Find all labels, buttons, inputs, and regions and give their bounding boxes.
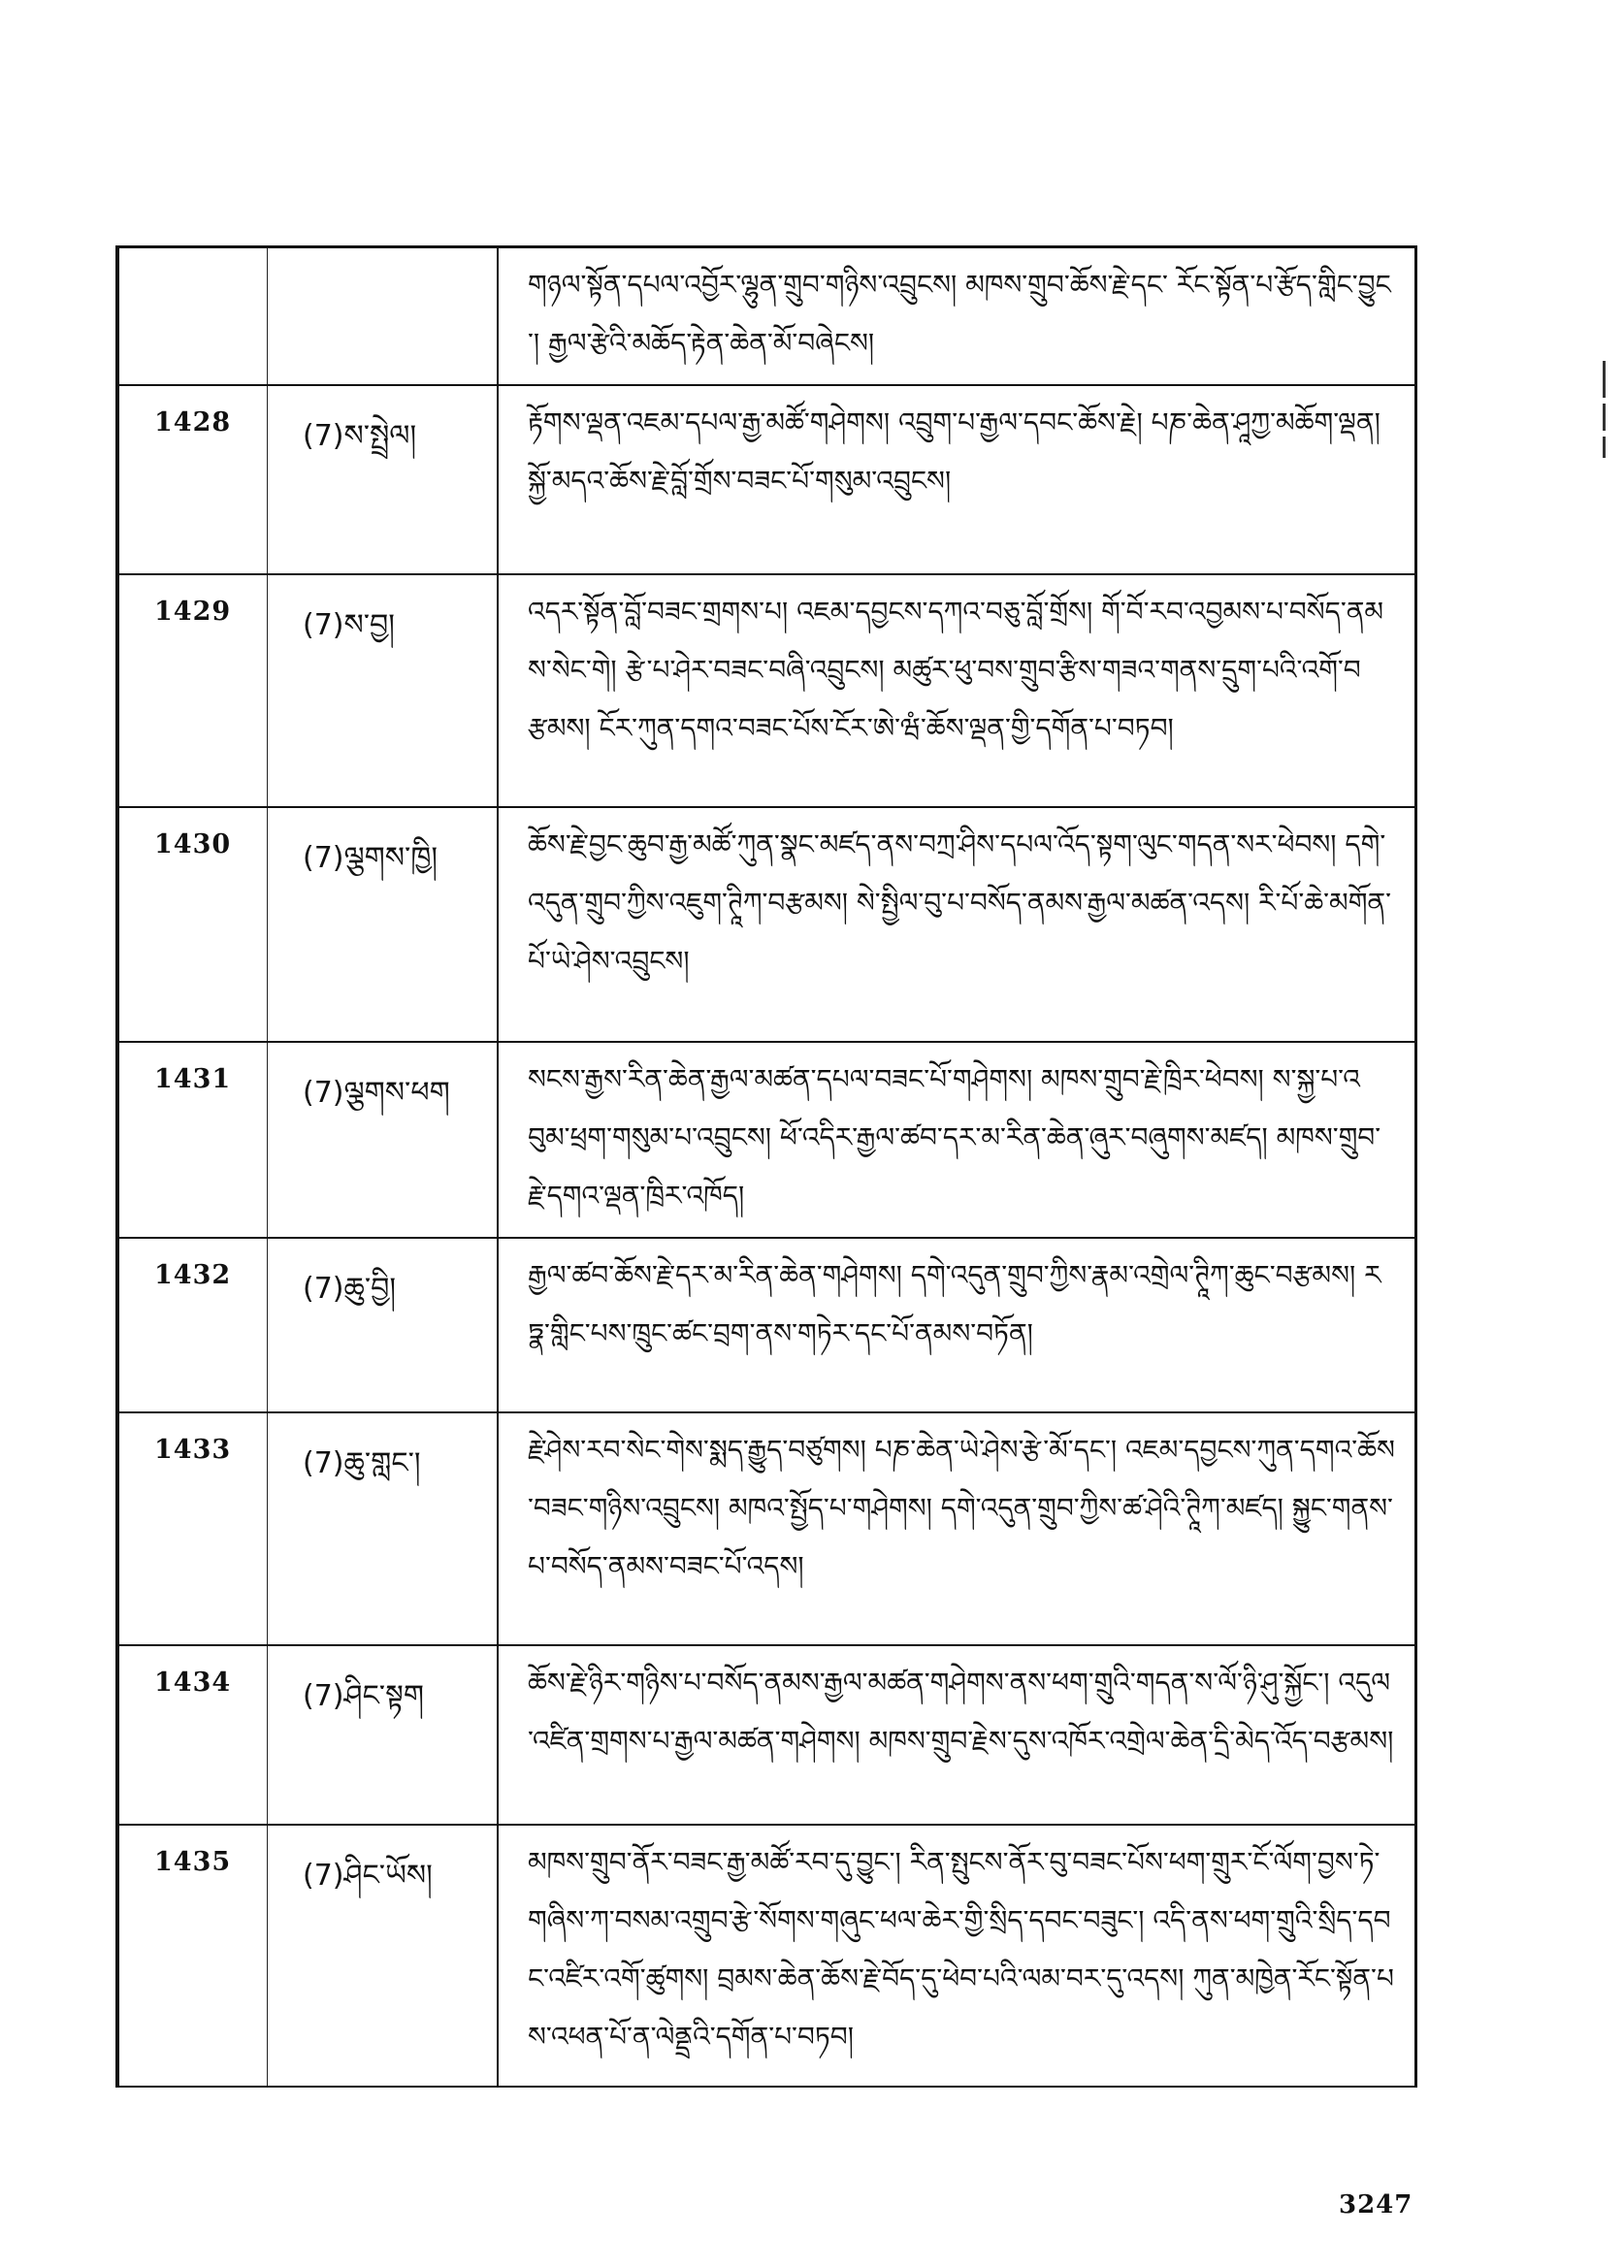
event-text: རྗེ་ཤེས་རབ་སེང་གེས་སྨད་རྒྱུད་བཙུགས། པཎ་ཆེན་ཡེ་ཤེས་རྩེ་མོ་དང་། འཇམ་དབྱངས་ཀུན་དགའ་ཆོས་བཟང་གཉིས་འབྲུངས། མཁའ་སྤྱོད་པ་གཤེགས། དགེ་འདུན་གྲུབ་ཀྱིས་ཚ་ཤེའི་ཊཱིཀ་མཛད། སྐྱུང་གནས་པ་བསོད་ནམས་བཟང་པོ་འདས། [528,1434,1395,1582]
year-cell [117,247,268,386]
cycle-year-label [268,248,497,266]
event-text: གཉལ་སྟོན་དཔལ་འབྱོར་ལྷུན་གྲུབ་གཉིས་འབྲུངས། མཁས་གྲུབ་ཆོས་རྗེ་དང་ རོང་སྟོན་པ་རྩོད་གླིང་བྱུང་། རྒྱལ་རྩེའི་མཆོད་རྟེན་ཆེན་མོ་བཞེངས། [528,269,1391,359]
table-row [117,247,1416,386]
event-text: སངས་རྒྱས་རིན་ཆེན་རྒྱལ་མཚན་དཔལ་བཟང་པོ་གཤེགས། མཁས་གྲུབ་རྗེ་ཁྲིར་ཕེབས། ས་སྐྱ་པ་འབུམ་ཕྲག་གསུམ་པ་འབྲུངས། ཕོ་འདིར་རྒྱལ་ཚབ་དར་མ་རིན་ཆེན་ཞུར་བཞུགས་མཛད། མཁས་གྲུབ་རྗེ་དགའ་ལྡན་ཁྲིར་འཁོད། [528,1063,1381,1212]
event-cell [498,247,1416,386]
year-cell [117,1825,268,2087]
year-number [119,248,267,270]
table-row [117,1412,1416,1645]
year-cell [117,1645,268,1825]
table-row [117,1645,1416,1825]
event-cell [498,1042,1416,1238]
year-cell [117,385,268,574]
chronology-table [115,245,1417,2088]
event-cell [498,1412,1416,1645]
year-number: 1428 [154,407,232,437]
cycle-year-cell [268,1042,499,1238]
margin-scan-marks [1603,361,1612,555]
cycle-year-cell [268,247,499,386]
cycle-year-cell [268,574,499,807]
cycle-year-label: (7)ཆུ་གླང་། [303,1446,421,1480]
event-cell [498,574,1416,807]
year-cell [117,1042,268,1238]
cycle-year-cell [268,1238,499,1412]
table-row [117,574,1416,807]
year-number: 1430 [154,829,232,859]
year-cell [117,1238,268,1412]
cycle-year-cell [268,807,499,1042]
event-text: ཆོས་རྗེ་བྱང་ཆུབ་རྒྱ་མཚོ་ཀུན་སྣང་མཛད་ནས་བཀྲ་ཤིས་དཔལ་འོད་སྟག་ལུང་གདན་སར་ཕེབས། དགེ་འདུན་གྲུབ་ཀྱིས་འཇུག་ཊཱིཀ་བརྩམས། སེ་སྤྱིལ་བུ་པ་བསོད་ནམས་རྒྱལ་མཚན་འདས། རི་པོ་ཆེ་མགོན་པོ་ཡེ་ཤེས་འབྲུངས། [528,828,1391,977]
table-row [117,1238,1416,1412]
event-text: མཁས་གྲུབ་ནོར་བཟང་རྒྱ་མཚོ་རབ་དུ་བྱུང་། རིན་སྤུངས་ནོར་བུ་བཟང་པོས་ཕག་གྲུར་ངོ་ལོག་བྱས་ཏེ་གཞིས་ཀ་བསམ་འགྲུབ་རྩེ་སོགས་གཞུང་ཕལ་ཆེར་གྱི་སྲིད་དབང་བཟུང་། འདི་ནས་ཕག་གྲུའི་སྲིད་དབང་འཛིར་འགོ་ཚུགས། བྲམས་ཆེན་ཆོས་རྗེ་བོད་དུ་ཕེབ་པའི་ལམ་བར་དུ་འདས། ཀུན་མཁྱེན་རོང་སྟོན་པས་འཕན་པོ་ན་ལེནྡྲའི་དགོན་པ་བཏབ། [528,1846,1394,2053]
table-row [117,1825,1416,2087]
cycle-year-label: (7)ལྕགས་ཁྱི། [303,841,438,875]
cycle-year-label: (7)ཆུ་བྱི། [303,1272,397,1306]
cycle-year-label: (7)ས་སྤྲེལ། [303,419,417,453]
event-cell [498,1825,1416,2087]
page-number: 3247 [1339,2190,1413,2219]
year-cell [117,574,268,807]
cycle-year-label: (7)ཤིང་ཡོས། [303,1859,433,1893]
event-text: རྟོགས་ལྡན་འཇམ་དཔལ་རྒྱ་མཚོ་གཤེགས། འབྲུག་པ་རྒྱལ་དབང་ཆོས་རྗེ། པཎ་ཆེན་ཤཱཀྱ་མཆོག་ལྡན། སྐྱོ་མདའ་ཆོས་རྗེ་བློ་གྲོས་བཟང་པོ་གསུམ་འབྲུངས། [528,406,1380,497]
year-number: 1432 [154,1260,232,1290]
cycle-year-cell [268,1645,499,1825]
year-number: 1435 [154,1847,232,1877]
cycle-year-label: (7)ས་བྱ། [303,608,395,642]
cycle-year-cell [268,1825,499,2087]
event-cell [498,1645,1416,1825]
cycle-year-label: (7)ཤིང་སྟག [303,1679,424,1713]
table-row [117,1042,1416,1238]
year-number: 1429 [154,597,232,627]
cycle-year-cell [268,385,499,574]
event-cell [498,807,1416,1042]
year-cell [117,807,268,1042]
cycle-year-cell [268,1412,499,1645]
event-text: ཆོས་རྗེ་ཉིར་གཉིས་པ་བསོད་ནམས་རྒྱལ་མཚན་གཤེགས་ནས་ཕག་གྲུའི་གདན་ས་ལོ་ཉི་ཤུ་སྐྱོང་། འདུལ་འཛིན་གྲགས་པ་རྒྱལ་མཚན་གཤེགས། མཁས་གྲུབ་རྗེས་དུས་འཁོར་འགྲེལ་ཆེན་དྲི་མེད་འོད་བརྩམས། [528,1667,1394,1757]
event-text: འདར་སྟོན་བློ་བཟང་གྲགས་པ། འཇམ་དབྱངས་དཀའ་བཅུ་བློ་གྲོས། གོ་བོ་རབ་འབྱམས་པ་བསོད་ནམས་སེང་གེ། རྩེ་པ་ཤེར་བཟང་བཞི་འབྲུངས། མཚུར་ཕུ་བས་གྲུབ་རྩིས་གཟའ་གནས་དྲུག་པའི་འགོ་བརྩམས། ངོར་ཀུན་དགའ་བཟང་པོས་ངོར་ཨེ་ཝཾ་ཆོས་ལྡན་གྱི་དགོན་པ་བཏབ། [528,596,1384,744]
event-text: རྒྱལ་ཚབ་ཆོས་རྗེ་དར་མ་རིན་ཆེན་གཤེགས། དགེ་འདུན་གྲུབ་ཀྱིས་རྣམ་འགྲེལ་ཊཱིཀ་ཆུང་བརྩམས། རཏྣ་གླིང་པས་ཁྲུང་ཚང་བྲག་ནས་གཏེར་དང་པོ་ནམས་བཏོན། [528,1259,1381,1349]
year-cell [117,1412,268,1645]
year-number: 1431 [154,1064,232,1094]
table-row [117,807,1416,1042]
year-number: 1434 [154,1668,232,1698]
event-cell [498,385,1416,574]
event-cell [498,1238,1416,1412]
year-number: 1433 [154,1435,232,1465]
table-row [117,385,1416,574]
cycle-year-label: (7)ལྕགས་ཕག [303,1076,450,1110]
